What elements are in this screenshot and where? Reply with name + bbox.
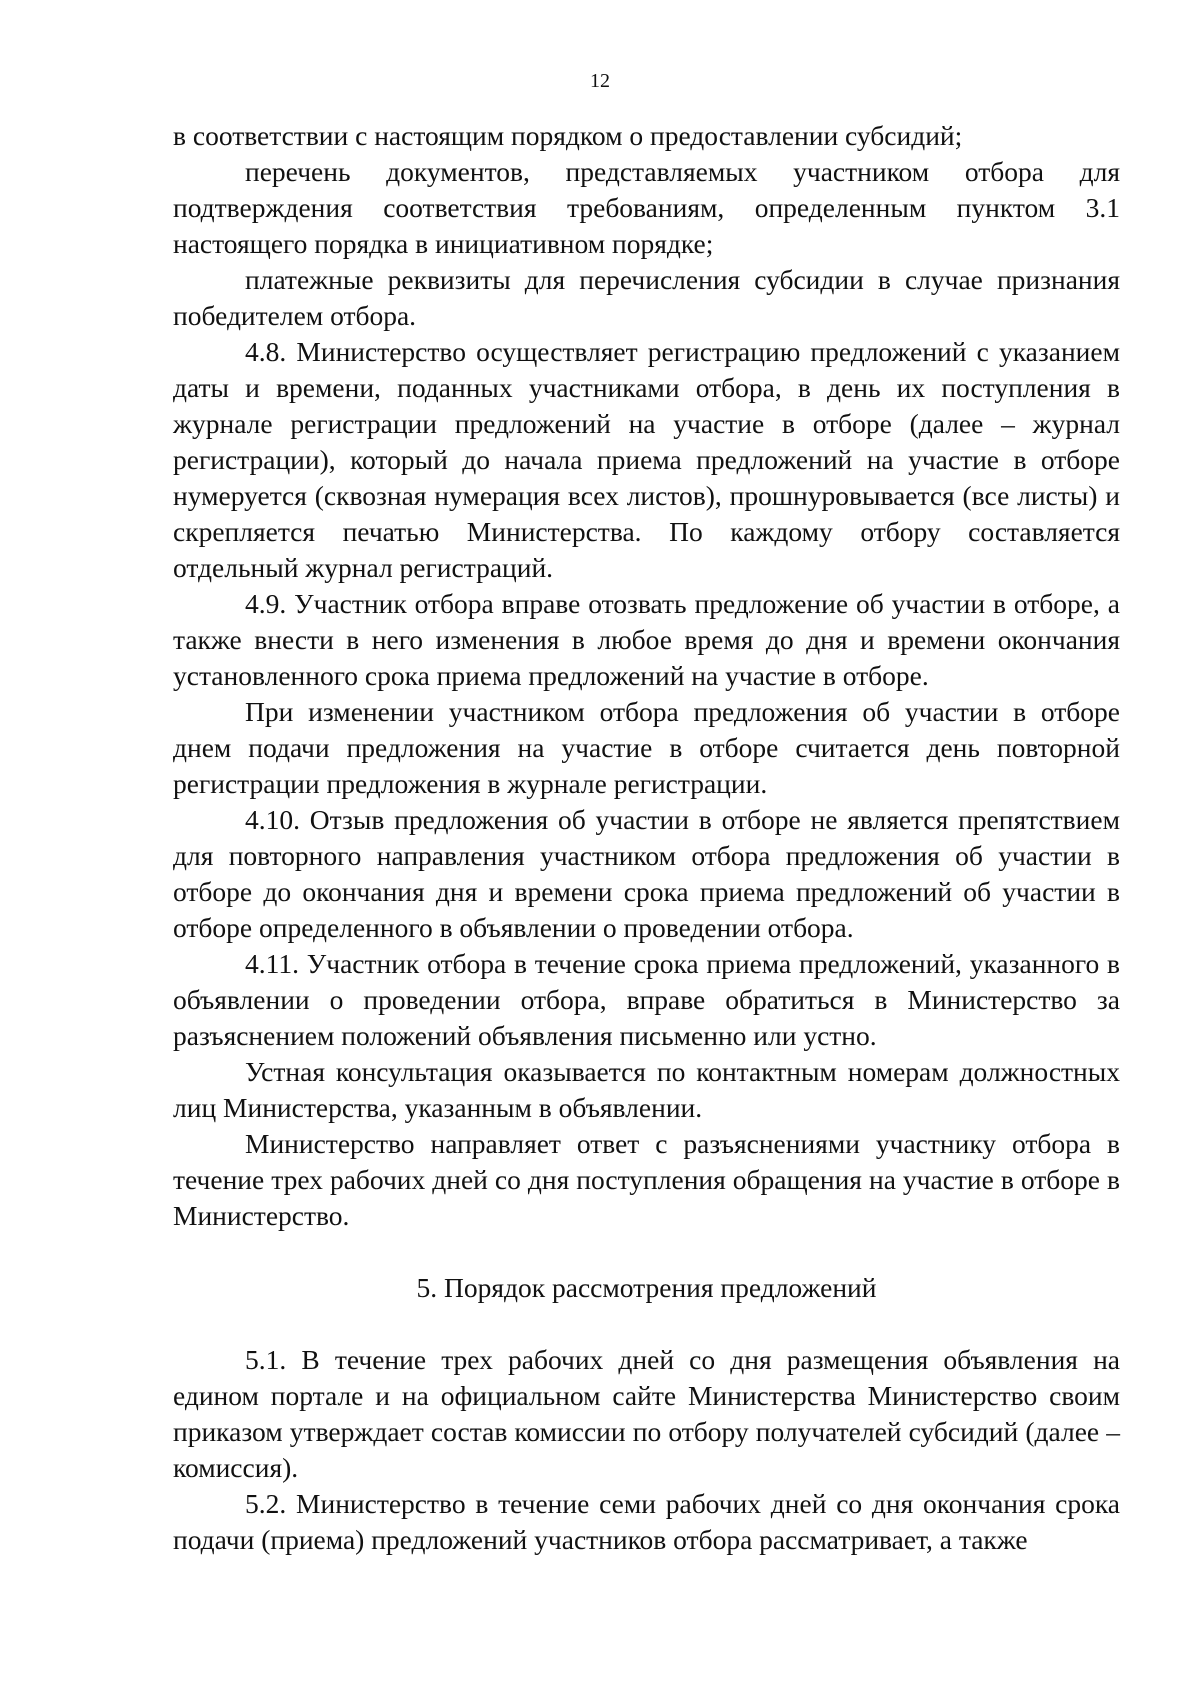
paragraph: Министерство направляет ответ с разъяснениями участнику отбора в течение трех рабочих дней со дня поступления обращения на участие в отборе в Министерство. — [173, 1128, 1120, 1231]
paragraph: 5.1. В течение трех рабочих дней со дня размещения объявления на едином портале и на официальном сайте Министерства Министерство своим приказом утверждает состав комиссии по отбору получателей субсидий (далее – комиссия). — [173, 1344, 1120, 1483]
paragraph: в соответствии с настоящим порядком о предоставлении субсидий; — [173, 120, 963, 151]
paragraph: 4.11. Участник отбора в течение срока приема предложений, указанного в объявлении о проведении отбора, вправе обратиться в Министерство за разъяснением положений объявления письменно или устно. — [173, 948, 1120, 1051]
paragraph: 4.10. Отзыв предложения об участии в отборе не является препятствием для повторного направления участником отбора предложения об участии в отборе до окончания дня и времени срока приема предложений об участии в отборе определенного в объявлении о проведении отбора. — [173, 804, 1120, 943]
paragraph: 4.9. Участник отбора вправе отозвать предложение об участии в отборе, а также внести в него изменения в любое время до дня и времени окончания установленного срока приема предложений на участие в отборе. — [173, 588, 1120, 691]
paragraph: платежные реквизиты для перечисления субсидии в случае признания победителем отбора. — [173, 264, 1120, 331]
paragraph: Устная консультация оказывается по контактным номерам должностных лиц Министерства, указанным в объявлении. — [173, 1056, 1120, 1123]
paragraph: При изменении участником отбора предложения об участии в отборе днем подачи предложения на участие в отборе считается день повторной регистрации предложения в журнале регистрации. — [173, 696, 1120, 799]
section-heading: 5. Порядок рассмотрения предложений — [416, 1272, 877, 1303]
page-number: 12 — [590, 70, 610, 92]
paragraph: 5.2. Министерство в течение семи рабочих дней со дня окончания срока подачи (приема) предложений участников отбора рассматривает, а также — [173, 1488, 1120, 1555]
paragraph: перечень документов, представляемых участником отбора для подтверждения соответствия требованиям, определенным пунктом 3.1 настоящего порядка в инициативном порядке; — [173, 156, 1120, 259]
document-body — [173, 118, 1120, 1558]
paragraph: 4.8. Министерство осуществляет регистрацию предложений с указанием даты и времени, поданных участниками отбора, в день их поступления в журнале регистрации предложений на участие в отборе (далее – журнал регистрации), который до начала приема предложений на участие в отборе нумеруется (сквозная нумерация всех листов), прошнуровывается (все листы) и скрепляется печатью Министерства. По каждому отбору составляется отдельный журнал регистраций. — [173, 336, 1120, 583]
